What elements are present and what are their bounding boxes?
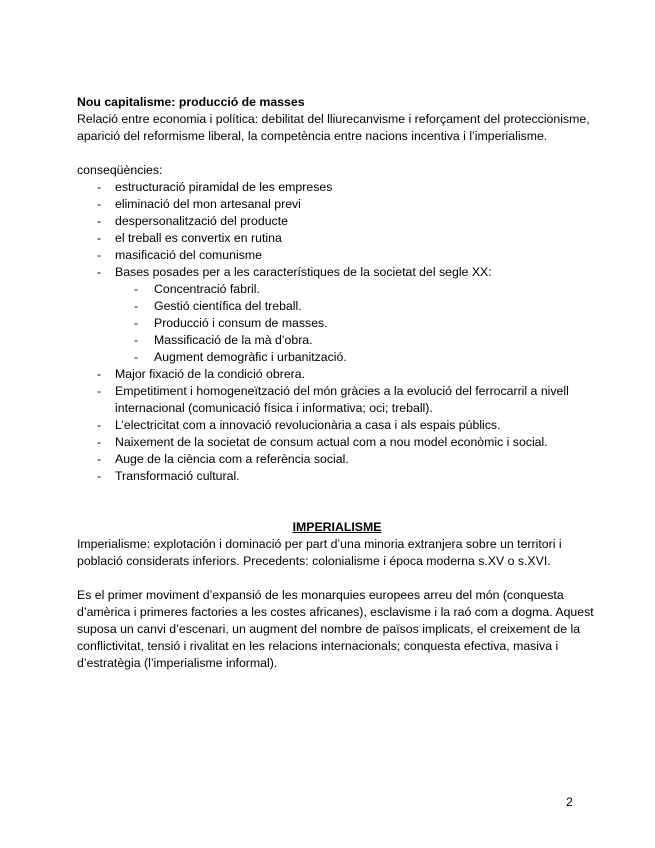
page-content bbox=[77, 94, 597, 672]
section-heading: Nou capitalisme: producció de masses bbox=[77, 95, 305, 109]
list-item: - el treball es convertix en rutina bbox=[77, 230, 597, 247]
list-item-with-sublist bbox=[77, 264, 597, 366]
sublist-item: - Concentració fabril. bbox=[115, 281, 597, 298]
definition-paragraph: Imperialisme: explotación i dominació per part d’una minoria extranjera sobre un territori i població considerats inferiors. Precedents: colonialisme i época moderna s.XV o s.XVI. bbox=[77, 537, 562, 568]
list-item: - Major fixació de la condició obrera. bbox=[77, 366, 597, 383]
section-title: IMPERIALISME bbox=[292, 520, 382, 534]
consequences-list bbox=[77, 179, 597, 485]
history-paragraph: Es el primer moviment d’expansió de les monarquies europees arreu del món (conquesta d’amèrica i primeres factories a les costes africanes), esclavisme i la raó com a dogma. Aquest suposa un canvi d’escenari, un augment del nombre de països implicats, el creixement de la conflictivitat, tensió i rivalitat en les relacions internacionals; conquesta efectiva, masiva i d’estratègia (l’imperialisme informal). bbox=[77, 588, 594, 670]
consequences-label: conseqüències: bbox=[77, 163, 163, 177]
spacer bbox=[77, 570, 597, 587]
list-item: - Transformació cultural. bbox=[77, 468, 597, 485]
spacer bbox=[77, 502, 597, 519]
sublist-item: - Massificació de la mà d’obra. bbox=[115, 332, 597, 349]
list-item: - Naixement de la societat de consum actual com a nou model econòmic i social. bbox=[77, 434, 597, 451]
list-item: - L’electricitat com a innovació revolucionària a casa i als espais públics. bbox=[77, 417, 597, 434]
page-number: 2 bbox=[566, 795, 573, 809]
spacer bbox=[77, 145, 597, 162]
list-item: - despersonalització del producte bbox=[77, 213, 597, 230]
sublist-item: - Gestió científica del treball. bbox=[115, 298, 597, 315]
sublist-item: - Producció i consum de masses. bbox=[115, 315, 597, 332]
list-item-label: Bases posades per a les característiques de la societat del segle XX: bbox=[115, 265, 492, 279]
list-item: - Auge de la ciència com a referència social. bbox=[77, 451, 597, 468]
list-item: - eliminació del mon artesanal previ bbox=[77, 196, 597, 213]
list-item: - Empetitiment i homogeneïtzació del món gràcies a la evolució del ferrocarril a nivell internacional (comunicació física i informativa; oci; treball). bbox=[77, 383, 597, 417]
list-item: - estructuració piramidal de les empreses bbox=[77, 179, 597, 196]
spacer bbox=[77, 485, 597, 502]
list-item: - masificació del comunisme bbox=[77, 247, 597, 264]
intro-paragraph: Relació entre economia i política: debilitat del lliurecanvisme i reforçament del proteccionisme, aparició del reformisme liberal, la competència entre nacions incentiva i l’imperialisme. bbox=[77, 112, 590, 143]
sublist bbox=[115, 281, 597, 366]
sublist-item: - Augment demogràfic i urbanització. bbox=[115, 349, 597, 366]
